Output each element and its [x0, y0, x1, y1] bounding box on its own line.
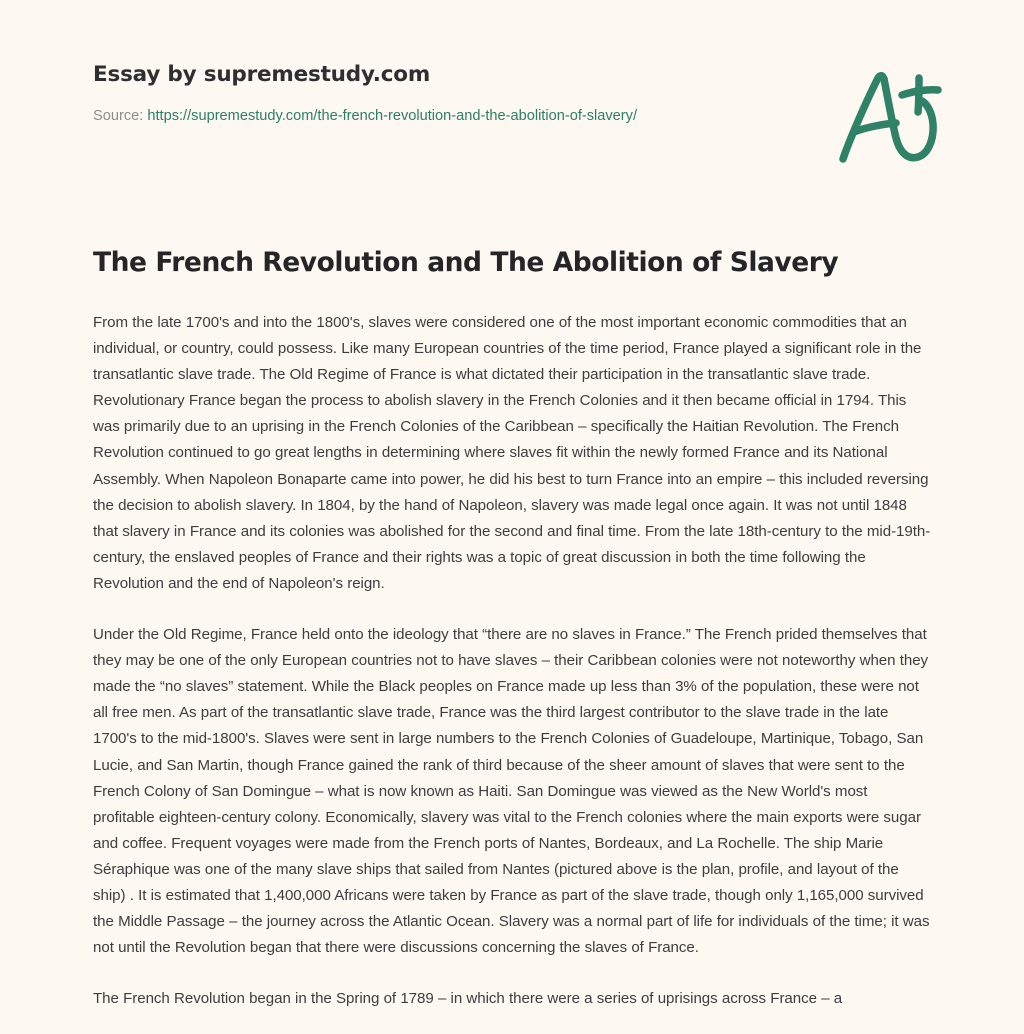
essay-body — [93, 310, 931, 1012]
page-title: The French Revolution and The Abolition of Slavery — [93, 247, 839, 278]
header-left-block — [93, 62, 637, 126]
a-plus-logo-icon — [830, 64, 950, 168]
body-paragraph: Under the Old Regime, France held onto the ideology that “there are no slaves in France.” The French prided themselves that they may be one of the only European countries not to have slaves – their Caribbean colonies were not noteworthy when they made the “no slaves” statement. While the Black peoples on France made up less than 3% of the population, these were not all free men. As part of the transatlantic slave trade, France was the third largest contributor to the slave trade in the late 1700's to the mid-1800's. Slaves were sent in large numbers to the French Colonies of Guadeloupe, Martinique, Tobago, San Lucie, and San Martin, though France gained the rank of third because of the sheer amount of slaves that were sent to the French Colony of San Domingue – what is now known as Haiti. San Domingue was viewed as the New World's most profitable eighteen-century colony. Economically, slavery was vital to the French colonies where the main exports were sugar and coffee. Frequent voyages were made from the French ports of Nantes, Bordeaux, and La Rochelle. The ship Marie Séraphique was one of the many slave ships that sailed from Nantes (pictured above is the plan, profile, and layout of the ship) . It is estimated that 1,400,000 Africans were taken by France as part of the slave trade, though only 1,165,000 survived the Middle Passage – the journey across the Atlantic Ocean. Slavery was a normal part of life for individuals of the time; it was not until the Revolution began that there were discussions concerning the slaves of France. — [93, 626, 930, 957]
brand-logo — [830, 64, 950, 168]
source-url-link[interactable]: https://supremestudy.com/the-french-revolution-and-the-abolition-of-slavery/ — [147, 107, 638, 124]
body-paragraph: The French Revolution began in the Spring of 1789 – in which there were a series of uprisings across France – a — [93, 990, 843, 1008]
essay-byline: Essay by supremestudy.com — [93, 62, 431, 87]
body-paragraph: From the late 1700's and into the 1800's, slaves were considered one of the most important economic commodities that an individual, or country, could possess. Like many European countries of the time period, France played a significant role in the transatlantic slave trade. The Old Regime of France is what dictated their participation in the transatlantic slave trade. Revolutionary France began the process to abolish slavery in the French Colonies and it then became official in 1794. This was primarily due to an uprising in the French Colonies of the Caribbean – specifically the Haitian Revolution. The French Revolution continued to go great lengths in determining where slaves fit within the newly formed France and its National Assembly. When Napoleon Bonaparte came into power, he did his best to turn France into an empire – this included reversing the decision to abolish slavery. In 1804, by the hand of Napoleon, slavery was made legal once again. It was not until 1848 that slavery in France and its colonies was abolished for the second and final time. From the late 18th-century to the mid-19th-century, the enslaved peoples of France and their rights was a topic of great discussion in both the time following the Revolution and the end of Napoleon's reign. — [93, 314, 931, 592]
source-line — [93, 107, 637, 126]
source-label: Source: — [93, 107, 144, 124]
